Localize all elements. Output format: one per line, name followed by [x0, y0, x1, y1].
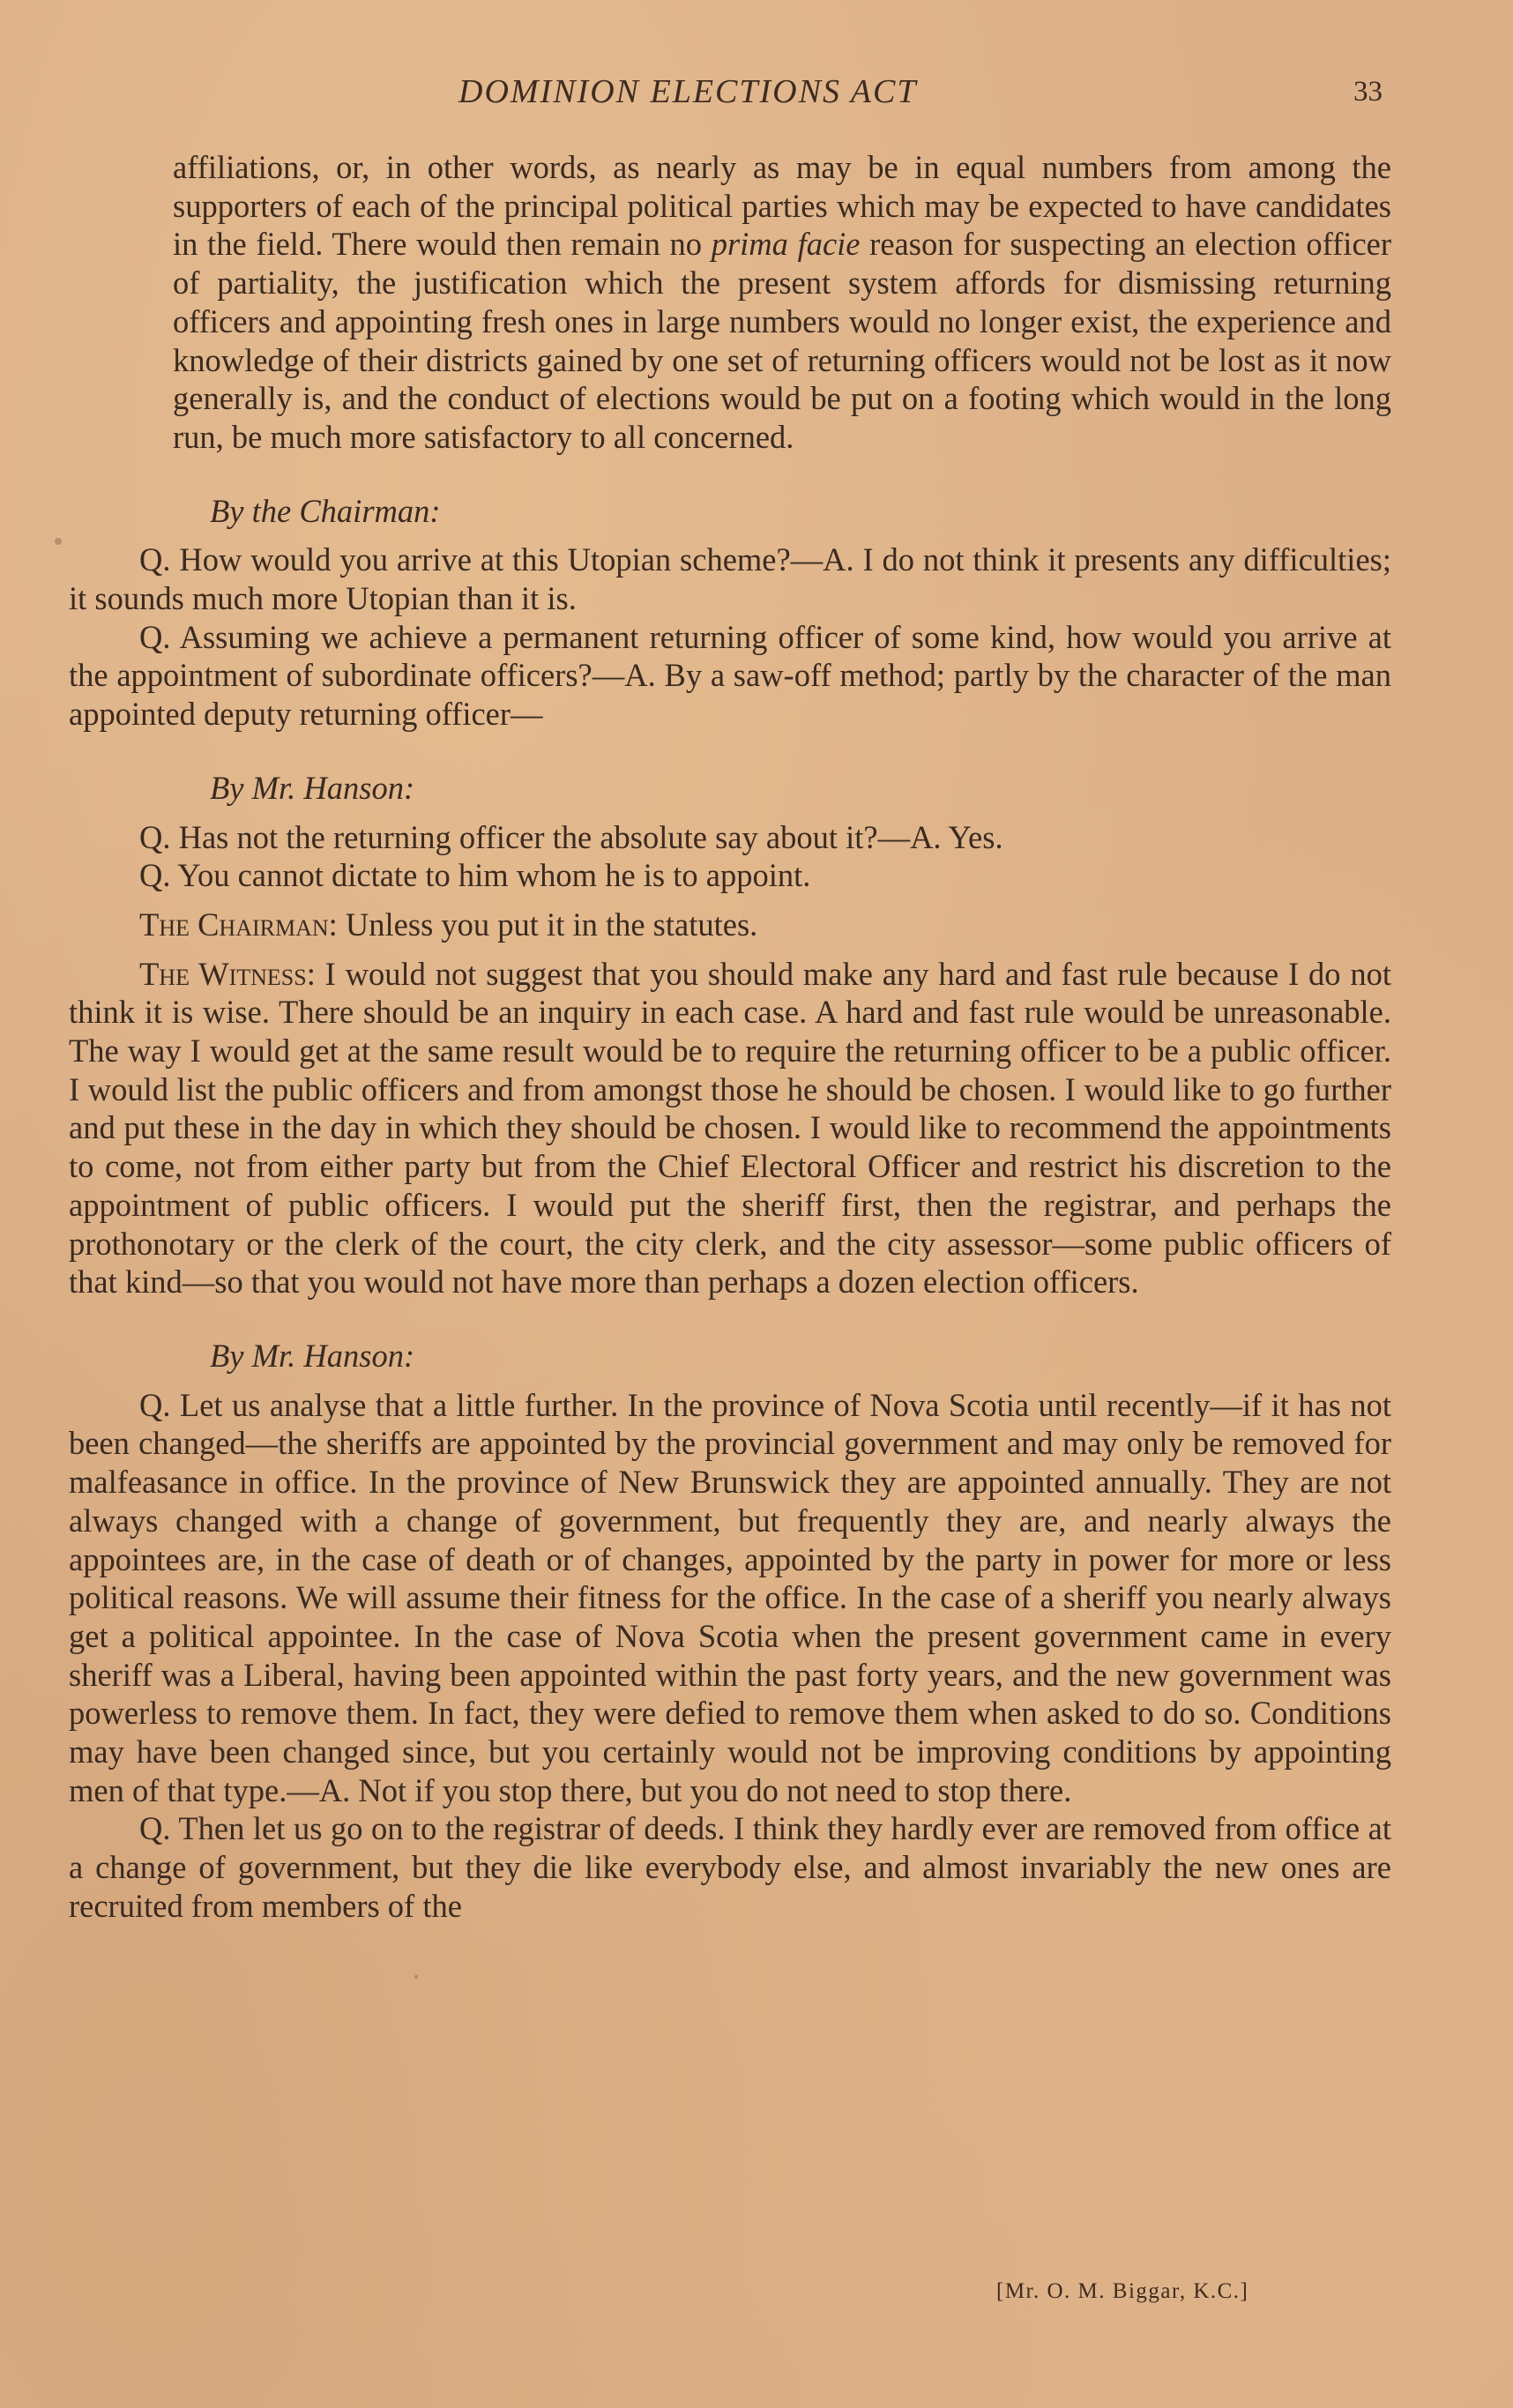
chairman-remark	[69, 906, 1391, 944]
speaker-heading: By the Chairman:	[210, 492, 441, 529]
paper-speck	[414, 1975, 418, 1979]
question: Q. You cannot dictate to him whom he is to appoint.	[139, 857, 811, 894]
page-number: 33	[1353, 76, 1383, 108]
speaker-heading: By Mr. Hanson:	[210, 1337, 415, 1374]
page-body	[69, 148, 1391, 1926]
question-answer: Q. How would you arrive at this Utopian scheme?—A. I do not think it presents any difficulties; it sounds much more Utopian than it is.	[69, 541, 1391, 617]
speaker-label: The Chairman:	[139, 906, 338, 943]
question: Q. Then let us go on to the registrar of deeds. I think they hardly ever are removed from office at a change of government, but they die like everybody else, and almost invariably the new ones are recruited from members of the	[69, 1810, 1391, 1924]
remark-text: Unless you put it in the statutes.	[337, 906, 758, 943]
question-answer: Q. Assuming we achieve a permanent returning officer of some kind, how would you arrive at the appointment of subordinate officers?—A. By a saw-off method; partly by the character of the man appointed deputy returning officer—	[69, 618, 1391, 733]
question-answer: Q. Has not the returning officer the absolute say about it?—A. Yes.	[139, 818, 1003, 855]
statement-text: I would not suggest that you should make any hard and fast rule because I do not think it is wise. There should be an inquiry in each case. A hard and fast rule would be unreasonable. The way I would get at the same result would be to require the returning officer to be a public officer. I would list the public officers and from amongst those he should be chosen. I would like to go further and put these in the day in which they should be chosen. I would like to recommend the appointments to come, not from either party but from the Chief Electoral Officer and restrict his discretion to the appointment of public officers. I would put the sheriff first, then the registrar, and perhaps the prothonotary or the clerk of the court, the city clerk, and the city assessor—some public officers of that kind—so that you would not have more than perhaps a dozen election officers.	[69, 955, 1391, 1301]
paper-speck	[55, 538, 62, 545]
witness-statement	[69, 955, 1391, 1301]
speaker-heading: By Mr. Hanson:	[210, 769, 415, 806]
latin-phrase: prima facie	[711, 226, 861, 263]
paragraph-text: reason for suspecting an election officer of partiality, the justification which the present system affords for dismissing returning officers and appointing fresh ones in large numbers would no longer exist, the experience and knowledge of their districts gained by one set of returning officers would not be lost as it now generally is, and the conduct of elections would be put on a footing which would in the long run, be much more satisfactory to all concerned.	[173, 226, 1391, 455]
paragraph-text: affiliations, or, in other words, as nearly as may be in equal numbers from among the supporters of each of the principal political parties which may be expected to have candidates in the field. There would then remain no	[173, 149, 1391, 263]
question-answer: Q. Let us analyse that a little further. In the province of Nova Scotia until recently—if it has not been changed—the sheriffs are appointed by the provincial government and may only be removed for malfeasance in office. In the province of New Brunswick they are appointed annually. They are not always changed with a change of government, but frequently they are, and nearly always the appointees are, in the case of death or of changes, appointed by the party in power for more or less political reasons. We will assume their fitness for the office. In the case of a sheriff you nearly always get a political appointee. In the case of Nova Scotia when the present government came in every sheriff was a Liberal, having been appointed within the past forty years, and the new government was powerless to remove them. In fact, they were defied to remove them when asked to do so. Conditions may have been changed since, but you certainly would not be improving conditions by appointing men of that type.—A. Not if you stop there, but you do not need to stop there.	[69, 1386, 1391, 1808]
paragraph-affiliations	[69, 148, 1391, 457]
running-header	[0, 72, 1513, 116]
speaker-label: The Witness:	[139, 955, 316, 992]
witness-credit: [Mr. O. M. Biggar, K.C.]	[996, 2279, 1249, 2303]
running-head-title: DOMINION ELECTIONS ACT	[458, 73, 918, 110]
